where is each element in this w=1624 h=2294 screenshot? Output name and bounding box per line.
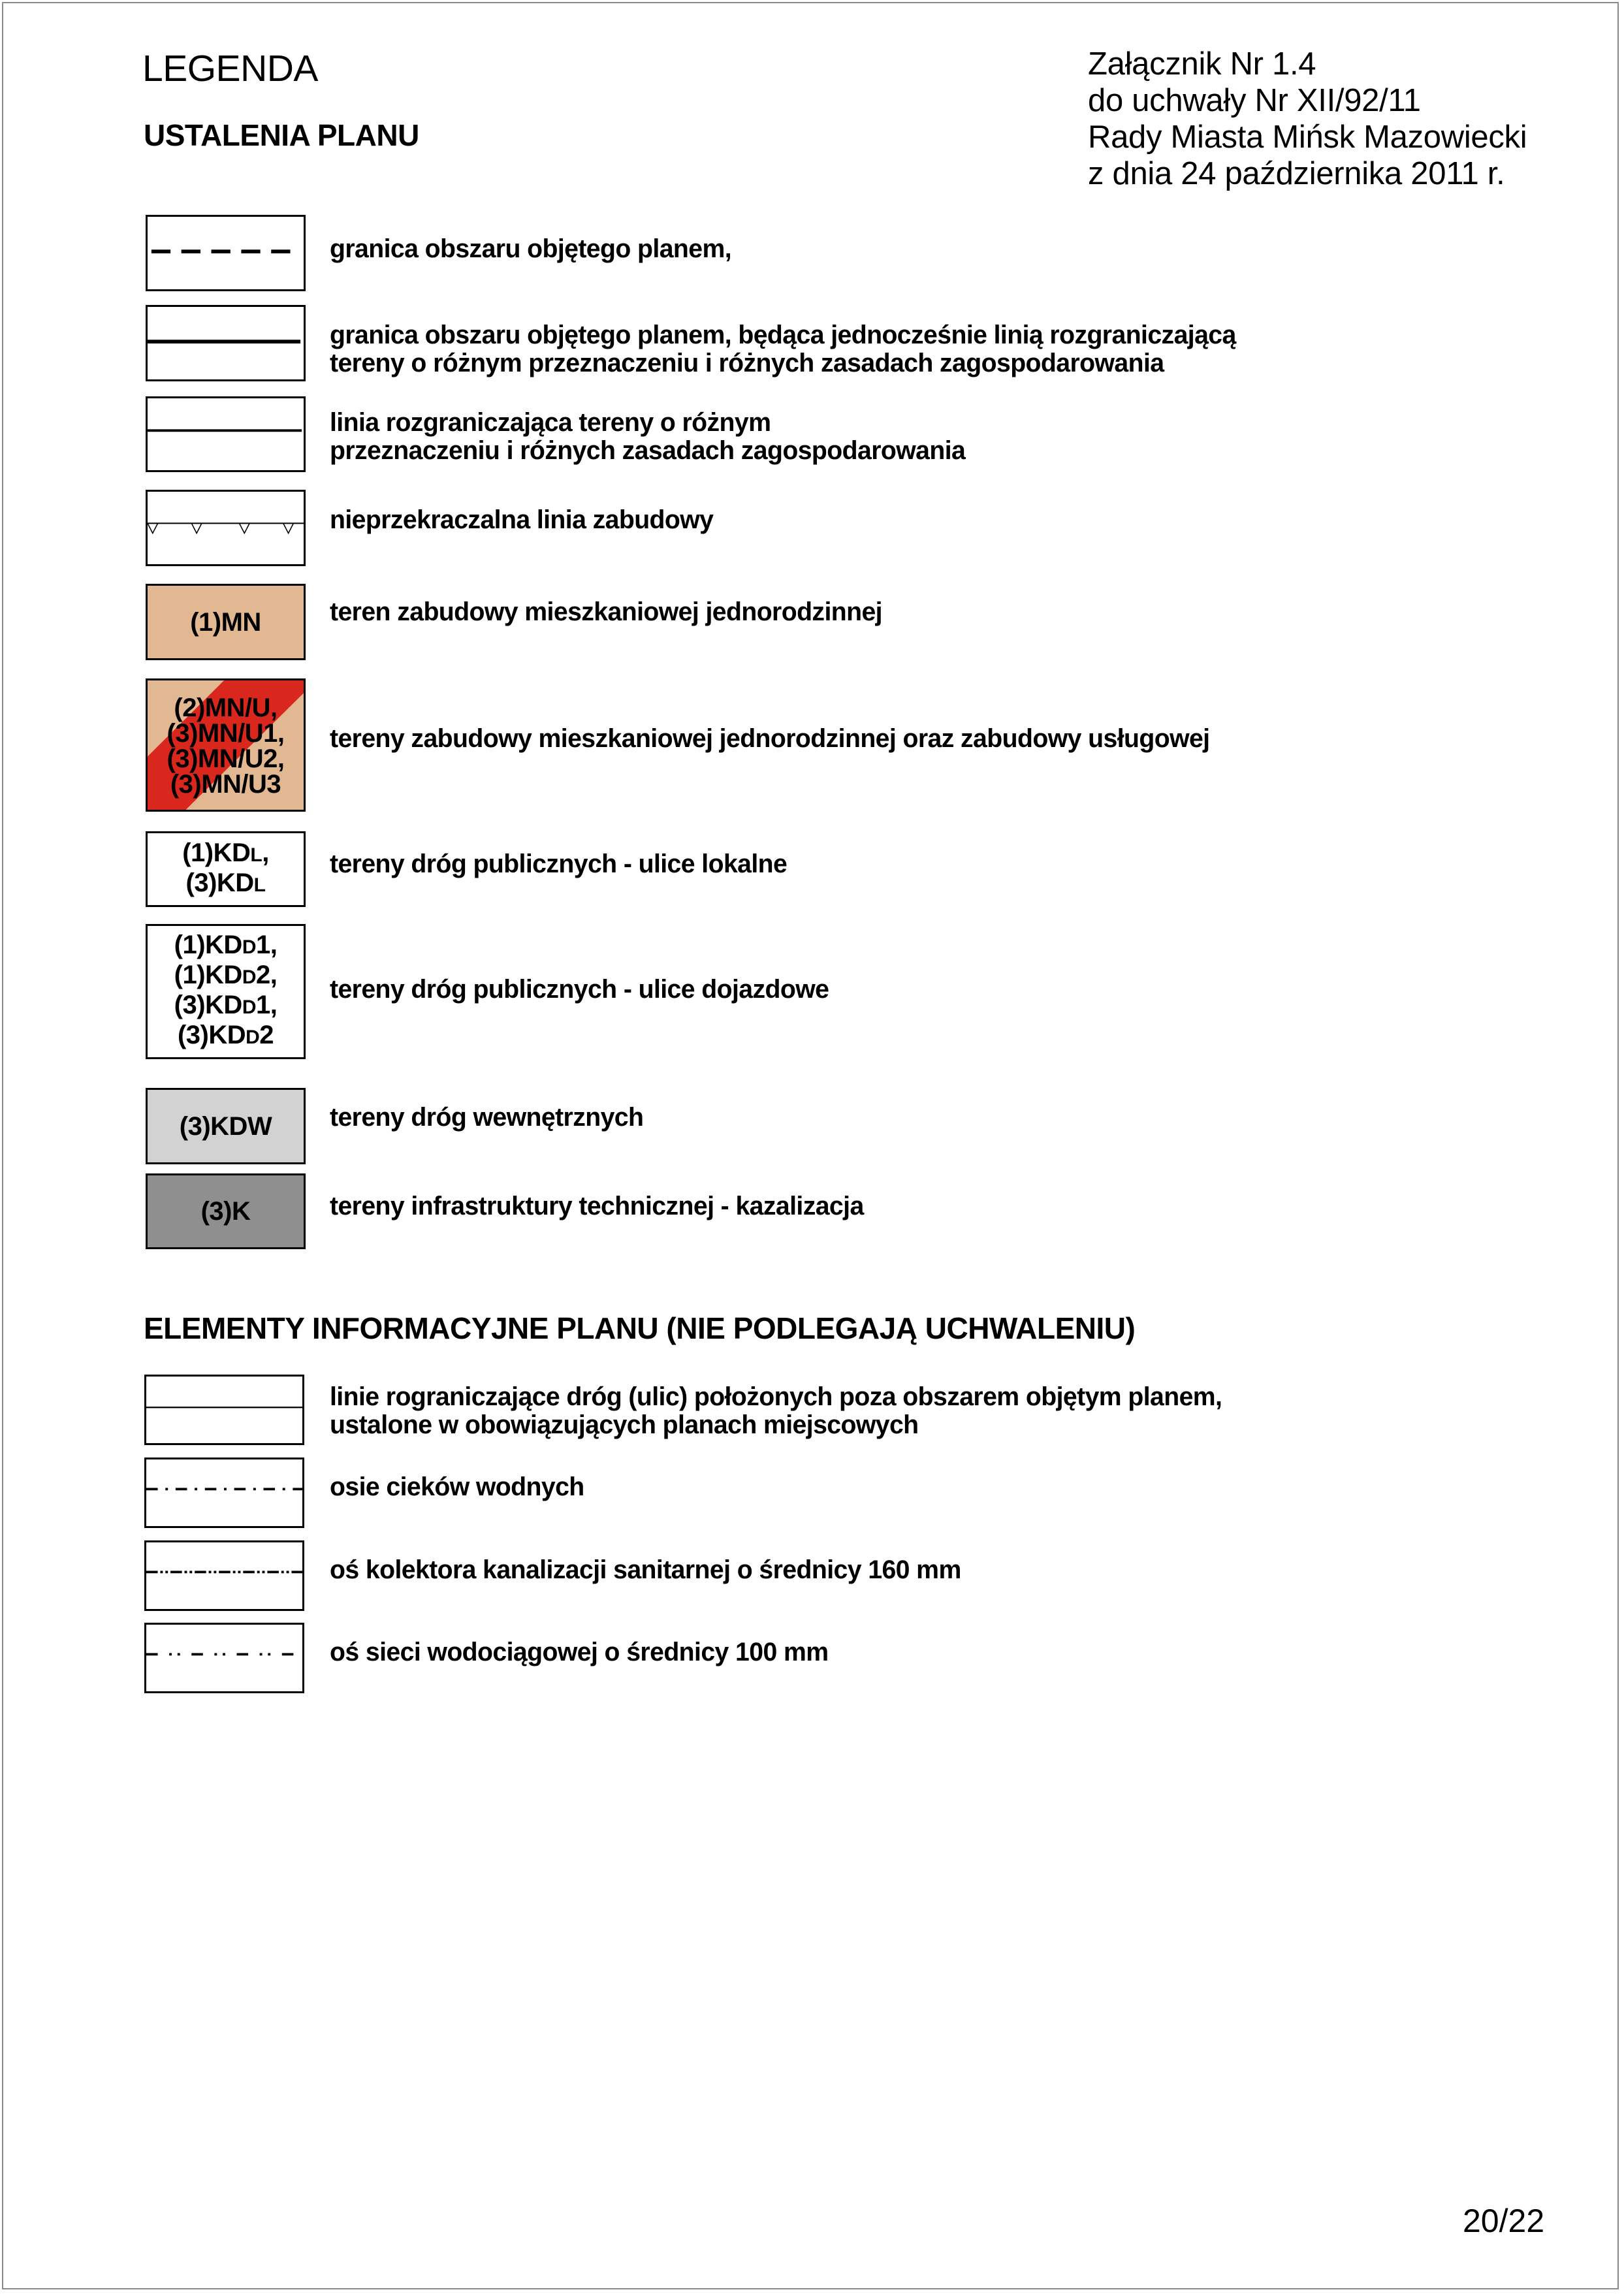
label-suffix: 2 [259,1021,274,1049]
symbol-label-line [182,839,269,869]
symbol-label-line [174,961,278,991]
symbol-label-line [174,931,278,961]
label-subscript: D [246,1027,260,1048]
symbol-plan-boundary-dashed [146,215,306,291]
dashed-line-icon [148,217,304,289]
legend-item-description [330,1192,864,1220]
label-main: (1)KD [174,931,242,959]
attachment-header [1088,46,1527,192]
legend-item-description [330,1104,643,1132]
label-suffix: 2, [255,961,278,989]
description-line: linia rozgraniczająca tereny o różnym [330,408,771,437]
legend-title: LEGENDA [142,48,318,89]
description-line: tereny zabudowy mieszkaniowej jednorodzinnej oraz zabudowy usługowej [330,724,1210,753]
description-line: granica obszaru objętego planem, [330,234,732,263]
label-main: (1)KD [174,961,242,989]
symbol-kdd-access-roads [146,924,306,1059]
description-line: granica obszaru objętego planem, będąca jednocześnie linią rozgraniczającą [330,321,1236,349]
symbol-water-network-axis [144,1623,304,1693]
label-subscript: D [242,936,256,958]
symbol-label-line: (3)KDW [179,1111,272,1141]
dash-dot-dot-line-icon [146,1542,302,1609]
symbol-label-line [174,991,278,1021]
description-line: tereny infrastruktury technicznej - kazalizacja [330,1192,864,1220]
symbol-plan-boundary-thick-line [146,305,306,381]
symbol-label [148,1090,304,1162]
symbol-mn-u-mixed [146,678,306,812]
label-subscript: D [242,996,256,1018]
symbol-label-line: (1)MN [190,607,261,637]
symbol-building-line [146,490,306,566]
symbol-label-line: (3)MN/U2, [167,744,285,773]
thin-line-icon [146,1377,302,1443]
symbol-label-line: (3)MN/U3 [170,770,281,799]
legend-item-description [330,235,731,263]
description-line: teren zabudowy mieszkaniowej jednorodzinnej [330,597,882,626]
symbol-label [148,680,304,811]
symbol-label [148,1175,304,1247]
attachment-line: do uchwały Nr XII/92/11 [1088,83,1421,118]
symbol-sewer-collector-axis [144,1540,304,1611]
symbol-watercourse-axis [144,1458,304,1528]
legend-item-description [330,725,1209,753]
attachment-line: Załącznik Nr 1.4 [1088,46,1316,82]
symbol-kdw-internal-roads [146,1088,306,1164]
description-line: osie cieków wodnych [330,1473,584,1501]
symbol-label-line [186,869,266,899]
description-line: oś kolektora kanalizacji sanitarnej o średnicy 160 mm [330,1555,961,1584]
legend-item-description [330,598,882,626]
description-line: przeznaczeniu i różnych zasadach zagospodarowania [330,436,966,465]
attachment-line: Rady Miasta Mińsk Mazowiecki [1088,119,1527,155]
label-main: (3)KD [174,991,242,1019]
label-subscript: L [250,844,263,866]
symbol-label-line: (3)K [200,1197,251,1226]
label-main: (3)KD [177,1021,246,1049]
dash-dot-dot-sparse-line-icon [146,1625,302,1691]
symbol-external-road-lines [144,1375,304,1445]
page-number: 20/22 [1463,2203,1545,2239]
thick-line-icon [148,307,304,379]
description-line: tereny dróg publicznych - ulice lokalne [330,850,788,878]
label-suffix: , [262,838,269,867]
label-main: (1)KD [182,838,251,867]
symbol-label [148,586,304,658]
symbol-label [148,926,304,1057]
solid-line-icon [148,398,304,470]
description-line: tereny dróg wewnętrznych [330,1103,644,1132]
description-line: tereny dróg publicznych - ulice dojazdowe [330,975,829,1004]
dash-dot-line-icon [146,1459,302,1526]
legend-item-description [330,321,1236,377]
label-main: (3)KD [185,868,254,897]
legend-item-description [330,1473,584,1501]
legend-item-description [330,506,713,534]
symbol-k-technical-infrastructure [146,1173,306,1249]
description-line: nieprzekraczalna linia zabudowy [330,505,714,534]
label-suffix: 1, [255,991,278,1019]
symbol-label-line: (2)MN/U, [174,693,278,722]
section-title-info: ELEMENTY INFORMACYJNE PLANU (NIE PODLEGAJĄ UCHWALENIU) [144,1311,1136,1345]
legend-item-description [330,850,787,878]
description-line: tereny o różnym przeznaczeniu i różnych zasadach zagospodarowania [330,349,1164,377]
section-title-plan: USTALENIA PLANU [144,118,419,152]
legend-item-description [330,976,829,1004]
label-subscript: L [253,874,266,896]
symbol-mn-single-family [146,584,306,660]
description-line: linie rograniczające dróg (ulic) położonych poza obszarem objętym planem, [330,1382,1222,1411]
symbol-label [148,833,304,905]
description-line: ustalone w obowiązujących planach miejscowych [330,1410,919,1439]
symbol-kdl-local-roads [146,831,306,907]
legend-item-description [330,1638,829,1666]
legend-item-description [330,1556,961,1584]
symbol-label-line: (3)MN/U1, [167,719,285,748]
legend-item-description [330,1383,1222,1439]
attachment-line: z dnia 24 października 2011 r. [1088,156,1505,191]
legend-item-description [330,409,965,465]
label-suffix: 1, [255,931,278,959]
description-line: oś sieci wodociągowej o średnicy 100 mm [330,1638,829,1666]
symbol-label-line [178,1021,274,1051]
label-subscript: D [242,966,256,988]
building-line-triangles-icon [148,492,304,564]
symbol-dividing-line [146,396,306,472]
